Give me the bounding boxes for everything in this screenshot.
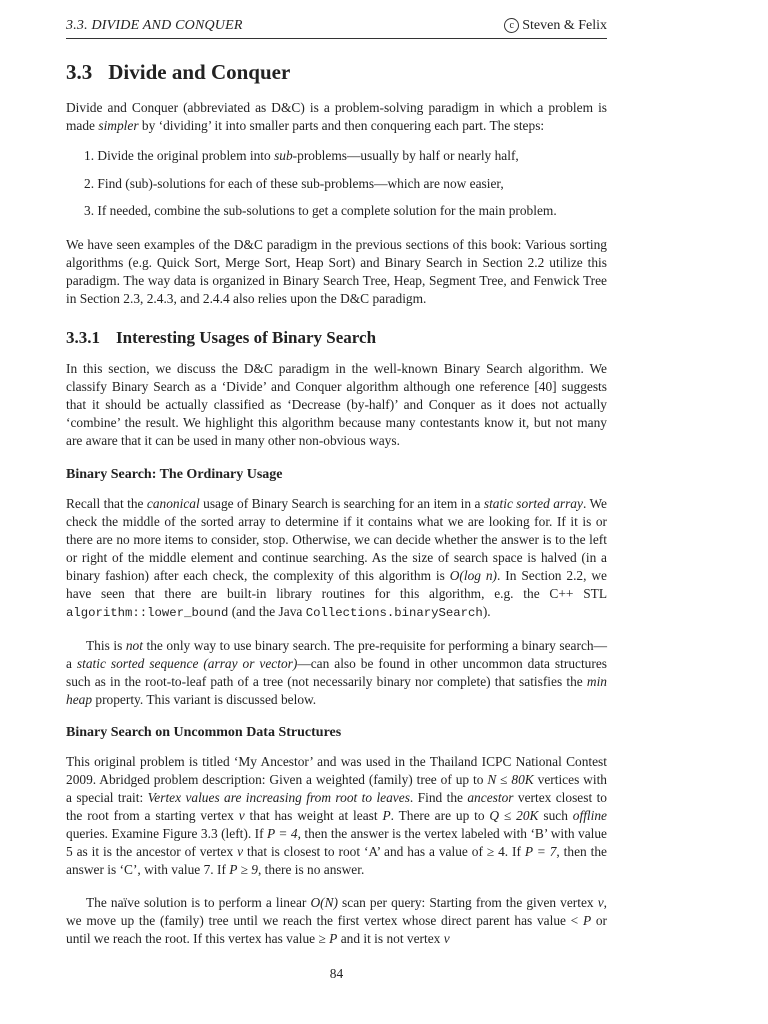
text: ). (482, 604, 491, 619)
text: and it is not vertex (337, 931, 444, 946)
text: , there is no answer. (257, 862, 365, 877)
emphasis: static sorted array (483, 496, 583, 511)
emphasis: canonical (146, 496, 200, 511)
step-text: If needed, combine the sub-solutions to get a complete solution for the main problem. (97, 203, 557, 218)
math: v (597, 895, 604, 910)
math: P (329, 931, 338, 946)
step-number: 1. (84, 148, 95, 163)
math: O(log n) (449, 568, 498, 583)
math: P (382, 808, 391, 823)
text: Recall that the (66, 496, 147, 511)
examples-paragraph: We have seen examples of the D&C paradigm in the previous sections of this book: Various sorting algorithms (e.g. Quick Sort, Merge Sort, Heap Sort) and Binary Search in Section 2.2 utilize this paradigm. The way data is organized in Binary Search Tree, Heap, Segment Tree, and Fenwick Tree in Section 2.3, 2.4.3, and 2.4.4 also relies upon the D&C paradigm. (66, 237, 607, 306)
text: This is (86, 638, 126, 653)
text: . Find the (409, 790, 468, 805)
ordinary-usage-paragraph (66, 495, 607, 622)
text: scan per query: Starting from the given vertex (337, 895, 598, 910)
emphasis: Vertex values are increasing from root to leaves (147, 790, 410, 805)
text: . We check the middle of the sorted array to determine if it contains what we are looking for. If it is or there are no more items to consider, stop. Otherwise, we can decide whether the answer is to the left or right of the middle element and continue searching. As the size of search space is halved (in a binary fashion) after each check, the complexity of this algorithm is (66, 496, 607, 583)
my-ancestor-paragraph (66, 753, 607, 879)
authors: Steven & Felix (522, 18, 607, 33)
subsection-title: Interesting Usages of Binary Search (116, 328, 377, 347)
section-title: Divide and Conquer (108, 60, 291, 84)
emphasis: static sorted sequence (array or vector) (76, 656, 298, 671)
text: , we move up the (family) tree until we reach the first vertex whose direct parent has value < (66, 895, 608, 928)
binary-search-variant-paragraph (66, 637, 607, 709)
step-text: Divide the original problem into (97, 148, 275, 163)
step-item (84, 148, 607, 164)
section-heading (66, 60, 290, 85)
copyright-icon: c (504, 18, 519, 33)
subsection-number: 3.3.1 (66, 328, 100, 347)
text: This original problem is titled ‘My Ancestor’ and was used in the Thailand ICPC National Contest 2009. Abridged problem description: Given a weighted (family) tree of up to (66, 754, 607, 787)
subsection-heading (66, 328, 376, 348)
emphasis: offline (572, 808, 607, 823)
code: Collections.binarySearch (305, 606, 483, 620)
section-number: 3.3 (66, 60, 93, 84)
emphasis: not (125, 638, 143, 653)
math: O(N) (310, 895, 338, 910)
text: (and the Java (228, 604, 306, 619)
code: algorithm::lower_bound (66, 606, 229, 620)
text: such (538, 808, 573, 823)
emphasis: min heap (66, 674, 607, 707)
math: v (238, 808, 245, 823)
ordinary-usage-heading: Binary Search: The Ordinary Usage (66, 467, 283, 482)
uncommon-structures-heading: Binary Search on Uncommon Data Structures (66, 725, 342, 740)
text: . There are up to (390, 808, 490, 823)
intro-text-end: by ‘dividing’ it into smaller parts and then conquering each part. The steps: (138, 118, 545, 133)
text: the only way to use binary search. The pre-requisite for performing a binary search—a (66, 638, 607, 671)
chapter-header: 3.3. DIVIDE AND CONQUER (66, 18, 243, 33)
math: P (582, 913, 592, 928)
text: vertex closest to the root from a starting vertex (66, 790, 607, 823)
math: P = 4 (267, 826, 298, 841)
text: , then the answer is the vertex labeled with ‘B’ with value 5 as it is the ancestor of vertex (66, 826, 607, 859)
emphasis: ancestor (467, 790, 514, 805)
math: v (443, 931, 450, 946)
step-emphasis: sub (274, 148, 293, 163)
text: queries. Examine Figure 3.3 (left). If (66, 826, 267, 841)
step-text-end: -problems—usually by half or nearly half, (292, 148, 519, 163)
math: P = 7 (524, 844, 557, 859)
intro-emphasis: simpler (98, 118, 139, 133)
math: v (237, 844, 244, 859)
text: . In Section 2.2, we have seen that there are built-in library routines for this algorithm, e.g. the C++ STL (66, 568, 607, 601)
naive-solution-paragraph (66, 894, 607, 948)
intro-text: Divide and Conquer (abbreviated as D&C) is a problem-solving paradigm in which a problem is made (66, 100, 607, 133)
subsection-intro-paragraph: In this section, we discuss the D&C paradigm in the well-known Binary Search algorithm. We classify Binary Search as a ‘Divide’ and Conquer algorithm although one reference [40] suggests that it should be actually classified as ‘Decrease (by-half)’ and Conquer as it does not actually ‘combine’ the result. We highlight this algorithm because many contestants know it, but not many are aware that it can be used in many other non-obvious ways. (66, 361, 607, 448)
step-number: 2. (84, 176, 95, 191)
step-text: Find (sub)-solutions for each of these sub-problems—which are now easier, (97, 176, 504, 191)
math: N ≤ 80K (487, 772, 534, 787)
intro-paragraph (66, 99, 607, 135)
math: Q ≤ 20K (489, 808, 539, 823)
text: or until we reach the root. If this vertex has value ≥ (66, 913, 607, 946)
text: —can also be found in other uncommon data structures such as in the root-to-leaf path of a tree (not necessarily binary nor complete) that satisfies the (66, 656, 607, 689)
text: usage of Binary Search is searching for an item in a (199, 496, 484, 511)
step-number: 3. (84, 203, 95, 218)
text: vertices with a special trait: (66, 772, 607, 805)
text: The naïve solution is to perform a linear (86, 895, 311, 910)
step-item (84, 176, 607, 192)
text: property. This variant is discussed below. (92, 692, 317, 707)
author-header (504, 18, 607, 34)
text: that is closest to root ‘A’ and has a value of ≥ 4. If (243, 844, 525, 859)
text: that has weight at least (244, 808, 383, 823)
page-number: 84 (329, 966, 344, 981)
text: , then the answer is ‘C’, with value 7. If (66, 844, 607, 877)
step-item (84, 203, 607, 219)
running-header (66, 18, 607, 39)
math: P ≥ 9 (229, 862, 258, 877)
